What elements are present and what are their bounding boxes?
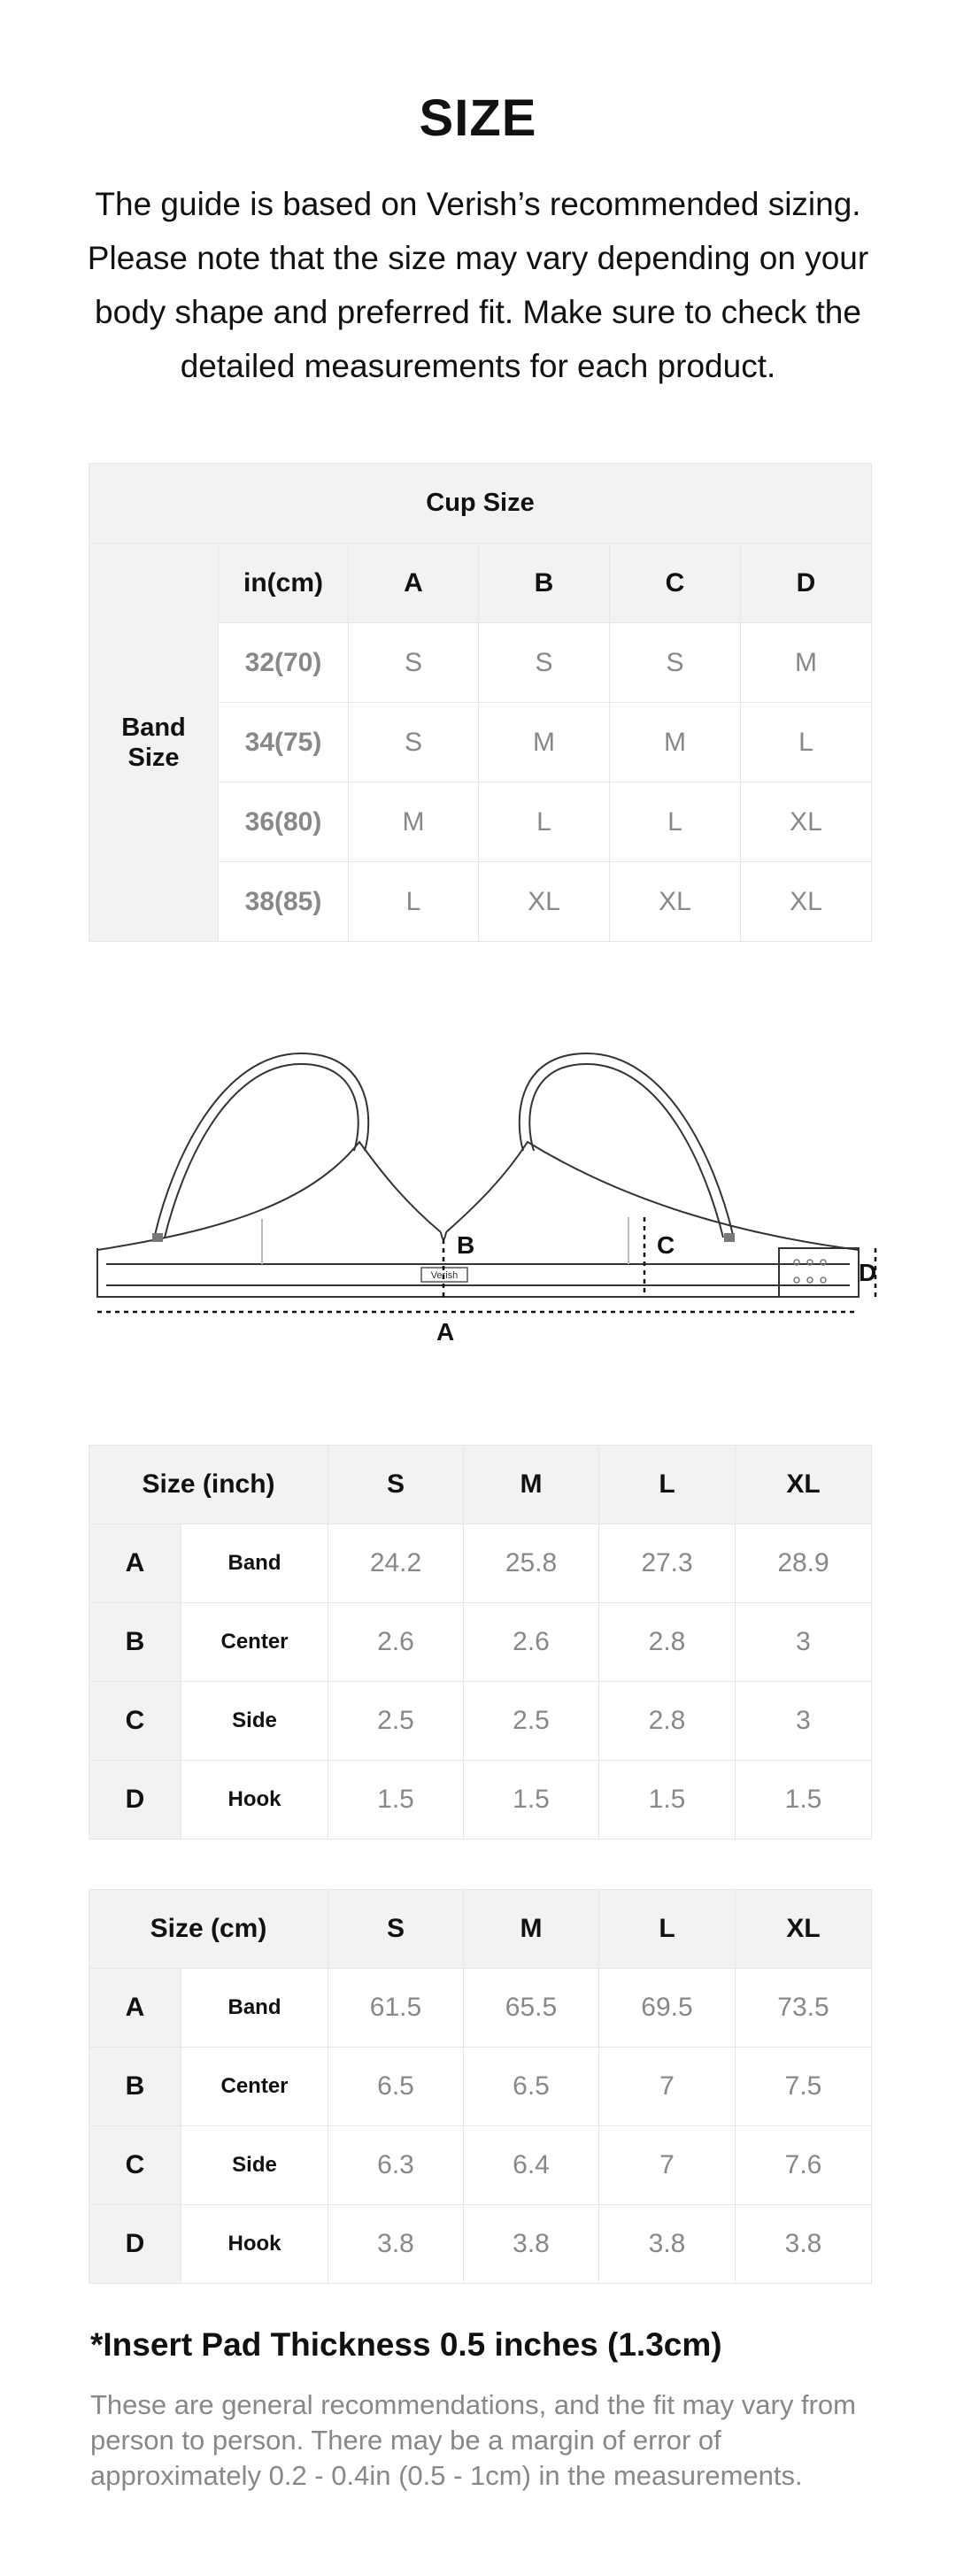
measure-value: 1.5 bbox=[328, 1761, 464, 1839]
unit-header: Size (cm) bbox=[89, 1890, 328, 1969]
measure-value: 6.5 bbox=[464, 2048, 599, 2126]
band-value: 36(80) bbox=[219, 783, 349, 862]
size-header: S bbox=[328, 1446, 464, 1524]
cup-header: B bbox=[479, 544, 610, 623]
size-value: S bbox=[610, 623, 741, 703]
center-gore bbox=[441, 1232, 446, 1239]
band-value: 32(70) bbox=[219, 623, 349, 703]
measure-value: 3 bbox=[736, 1682, 872, 1761]
size-header: M bbox=[464, 1446, 599, 1524]
left-strap-inner bbox=[165, 1064, 358, 1238]
measure-value: 61.5 bbox=[328, 1969, 464, 2048]
table-row bbox=[89, 1524, 872, 1603]
table-row bbox=[89, 2126, 872, 2205]
measure-value: 2.8 bbox=[599, 1603, 736, 1682]
measure-value: 2.5 bbox=[328, 1682, 464, 1761]
table-row bbox=[89, 1682, 872, 1761]
pad-thickness-note: *Insert Pad Thickness 0.5 inches (1.3cm) bbox=[90, 2326, 722, 2363]
page-title: SIZE bbox=[419, 89, 537, 147]
size-value: S bbox=[349, 623, 479, 703]
measure-value: 6.5 bbox=[328, 2048, 464, 2126]
measure-part: Side bbox=[181, 1682, 328, 1761]
table-row bbox=[89, 2205, 872, 2284]
disclaimer-line: approximately 0.2 - 0.4in (0.5 - 1cm) in the measurements. bbox=[90, 2460, 803, 2491]
measure-value: 2.6 bbox=[464, 1603, 599, 1682]
measure-value: 2.5 bbox=[464, 1682, 599, 1761]
measure-value: 2.6 bbox=[328, 1603, 464, 1682]
measure-letter: B bbox=[89, 1603, 181, 1682]
table-row bbox=[89, 1761, 872, 1839]
measure-letter: A bbox=[89, 1524, 181, 1603]
size-value: XL bbox=[741, 783, 872, 862]
size-header: L bbox=[599, 1446, 736, 1524]
band-value: 34(75) bbox=[219, 703, 349, 783]
measure-value: 69.5 bbox=[599, 1969, 736, 2048]
measure-value: 6.3 bbox=[328, 2126, 464, 2205]
measure-label-c: C bbox=[657, 1231, 675, 1259]
measure-label-b: B bbox=[457, 1231, 475, 1259]
measure-value: 7 bbox=[599, 2126, 736, 2205]
measure-value: 3.8 bbox=[464, 2205, 599, 2284]
intro-line: detailed measurements for each product. bbox=[180, 348, 776, 384]
measure-letter: D bbox=[89, 1761, 181, 1839]
measure-part: Hook bbox=[181, 1761, 328, 1839]
right-cup-outline bbox=[446, 1142, 859, 1250]
size-value: S bbox=[479, 623, 610, 703]
measure-value: 3.8 bbox=[328, 2205, 464, 2284]
disclaimer-line: person to person. There may be a margin of error of bbox=[90, 2425, 721, 2456]
band-value: 38(85) bbox=[219, 862, 349, 942]
measure-value: 3 bbox=[736, 1603, 872, 1682]
size-value: M bbox=[479, 703, 610, 783]
intro-line: Please note that the size may vary depending on your bbox=[87, 240, 869, 276]
measure-part: Side bbox=[181, 2126, 328, 2205]
measure-part: Center bbox=[181, 1603, 328, 1682]
measure-value: 3.8 bbox=[599, 2205, 736, 2284]
cup-header: A bbox=[349, 544, 479, 623]
measure-value: 25.8 bbox=[464, 1524, 599, 1603]
measure-part: Hook bbox=[181, 2205, 328, 2284]
cm-measurement-table bbox=[89, 1889, 872, 2284]
measure-letter: A bbox=[89, 1969, 181, 2048]
size-header: XL bbox=[736, 1446, 872, 1524]
measure-label-d: D bbox=[859, 1259, 877, 1286]
intro-line: body shape and preferred fit. Make sure to check the bbox=[95, 294, 861, 330]
measure-value: 28.9 bbox=[736, 1524, 872, 1603]
size-value: L bbox=[610, 783, 741, 862]
size-value: M bbox=[349, 783, 479, 862]
measure-value: 6.4 bbox=[464, 2126, 599, 2205]
right-strap-inner bbox=[529, 1064, 723, 1238]
size-value: S bbox=[349, 703, 479, 783]
size-value: L bbox=[741, 703, 872, 783]
intro-text bbox=[80, 177, 876, 393]
disclaimer-text bbox=[90, 2387, 887, 2494]
measure-value: 7.5 bbox=[736, 2048, 872, 2126]
measure-value: 1.5 bbox=[464, 1761, 599, 1839]
hook-panel bbox=[779, 1248, 859, 1297]
brand-tag-text: Verish bbox=[430, 1270, 459, 1281]
size-value: XL bbox=[610, 862, 741, 942]
measure-letter: B bbox=[89, 2048, 181, 2126]
measure-letter: D bbox=[89, 2205, 181, 2284]
band-size-header bbox=[89, 544, 219, 942]
measure-value: 1.5 bbox=[736, 1761, 872, 1839]
size-header: S bbox=[328, 1890, 464, 1969]
measure-value: 3.8 bbox=[736, 2205, 872, 2284]
cup-size-header: Cup Size bbox=[89, 464, 872, 544]
size-header: XL bbox=[736, 1890, 872, 1969]
intro-line: The guide is based on Verish’s recommended sizing. bbox=[95, 186, 861, 222]
measure-letter: C bbox=[89, 1682, 181, 1761]
band-header-line: Size bbox=[127, 743, 180, 772]
measure-part: Center bbox=[181, 2048, 328, 2126]
band-header-line: Band bbox=[121, 713, 186, 742]
left-strap-outline bbox=[155, 1053, 368, 1235]
unit-header: Size (inch) bbox=[89, 1446, 328, 1524]
measure-part: Band bbox=[181, 1969, 328, 2048]
right-strap-adjuster bbox=[724, 1233, 735, 1242]
inch-measurement-table bbox=[89, 1445, 872, 1839]
size-value: XL bbox=[741, 862, 872, 942]
unit-header: in(cm) bbox=[219, 544, 349, 623]
measure-value: 27.3 bbox=[599, 1524, 736, 1603]
band-outline bbox=[97, 1248, 859, 1297]
measure-value: 7 bbox=[599, 2048, 736, 2126]
size-header: M bbox=[464, 1890, 599, 1969]
hook-eyes bbox=[794, 1260, 826, 1283]
cup-header: C bbox=[610, 544, 741, 623]
size-value: XL bbox=[479, 862, 610, 942]
size-value: L bbox=[349, 862, 479, 942]
measure-value: 1.5 bbox=[599, 1761, 736, 1839]
measure-value: 73.5 bbox=[736, 1969, 872, 2048]
size-value: L bbox=[479, 783, 610, 862]
cup-header: D bbox=[741, 544, 872, 623]
disclaimer-line: These are general recommendations, and the fit may vary from bbox=[90, 2389, 856, 2420]
measure-value: 65.5 bbox=[464, 1969, 599, 2048]
measure-part: Band bbox=[181, 1524, 328, 1603]
table-row bbox=[89, 1603, 872, 1682]
size-value: M bbox=[741, 623, 872, 703]
right-strap-outline bbox=[520, 1053, 733, 1235]
left-strap-adjuster bbox=[152, 1233, 163, 1242]
cup-size-table bbox=[89, 463, 872, 942]
table-row bbox=[89, 2048, 872, 2126]
measure-value: 24.2 bbox=[328, 1524, 464, 1603]
measure-letter: C bbox=[89, 2126, 181, 2205]
bra-measurement-diagram bbox=[89, 1027, 885, 1363]
left-cup-outline bbox=[97, 1142, 441, 1250]
table-row bbox=[89, 1969, 872, 2048]
size-header: L bbox=[599, 1890, 736, 1969]
size-value: M bbox=[610, 703, 741, 783]
measure-value: 2.8 bbox=[599, 1682, 736, 1761]
measure-label-a: A bbox=[436, 1318, 455, 1346]
measure-value: 7.6 bbox=[736, 2126, 872, 2205]
